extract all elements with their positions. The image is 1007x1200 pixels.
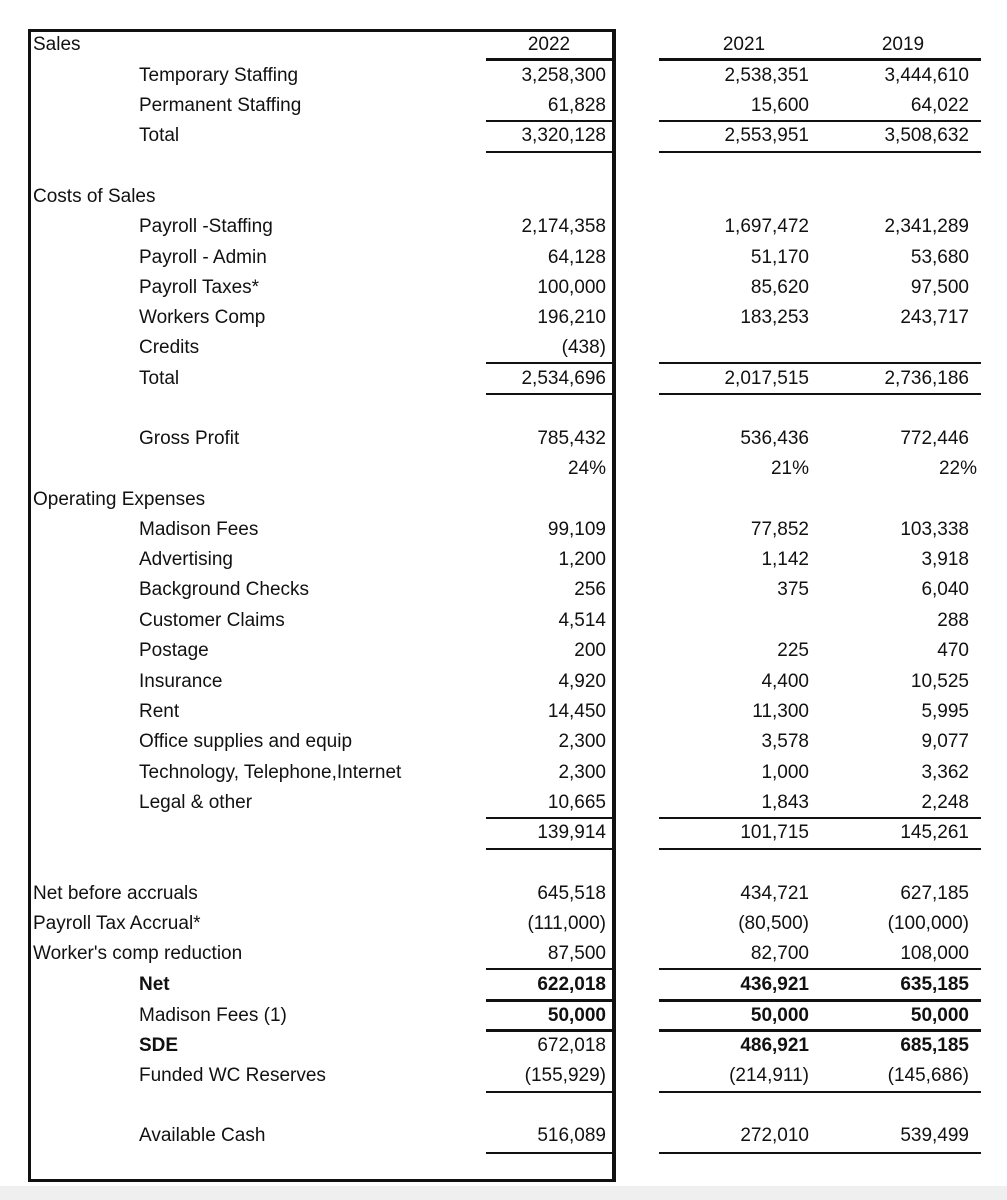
funded-wc-row-label: Funded WC Reserves: [139, 1065, 326, 1086]
opex-row-2021: 1,843: [761, 792, 809, 813]
opex-row: [0, 515, 1007, 545]
opex-row-2019: 3,362: [921, 762, 969, 783]
opex-row-2022: 4,920: [558, 671, 606, 692]
gross-profit-row: [0, 424, 1007, 454]
opex-total-2022: 139,914: [537, 822, 606, 843]
sales-total-bottom-2022: [486, 151, 612, 153]
costs-row-2022: 196,210: [537, 307, 606, 328]
sales-row-2019: 3,444,610: [884, 65, 969, 86]
opex-row-2021: 3,578: [761, 731, 809, 752]
madison-fees-addback-label: Madison Fees (1): [139, 1005, 287, 1026]
funded-wc-row-2021: (214,911): [729, 1065, 809, 1086]
opex-row-2019: 3,918: [921, 549, 969, 570]
opex-total-2019: 145,261: [900, 822, 969, 843]
gross-profit-row-2019: 772,446: [900, 428, 969, 449]
opex-row: [0, 788, 1007, 818]
available-cash-row-2022: 516,089: [537, 1125, 606, 1146]
opex-row-2019: 288: [937, 610, 969, 631]
costs-total-bottom-2019: [829, 393, 981, 395]
summary-row-label: Payroll Tax Accrual*: [33, 913, 201, 934]
costs-total-bottom-2022: [486, 393, 612, 395]
opex-total-row: [0, 818, 1007, 848]
opex-row-2019: 10,525: [910, 671, 969, 692]
opex-total-bottom-2019: [829, 848, 981, 850]
available-cash-bottom-2021: [659, 1152, 829, 1154]
sde-2022: 672,018: [537, 1035, 606, 1056]
costs-row-2021: 85,620: [750, 277, 809, 298]
summary-row: [0, 879, 1007, 909]
year-2022-header: 2022: [527, 34, 571, 55]
gross-margin-2022: 24%: [567, 458, 606, 479]
opex-row-2019: 6,040: [921, 579, 969, 600]
opex-total-bottom-2021: [659, 848, 829, 850]
opex-row-label: Legal & other: [139, 792, 253, 813]
madison-fees-addback-2019: 50,000: [910, 1005, 969, 1026]
opex-row-2021: 4,400: [761, 671, 809, 692]
costs-row-2021: 1,697,472: [724, 216, 809, 237]
costs-row-2019: [829, 333, 969, 363]
gross-margin-row: [0, 454, 1007, 484]
opex-row-label: Postage: [139, 640, 209, 661]
opex-row-2019: 103,338: [900, 519, 969, 540]
opex-row-label: Insurance: [139, 671, 223, 692]
costs-row: [0, 212, 1007, 242]
sales-total-row-2022: 3,320,128: [521, 125, 606, 146]
opex-row-label: Office supplies and equip: [139, 731, 353, 752]
sales-total-bottom-2019: [829, 151, 981, 153]
net-row-2021: 436,921: [740, 974, 809, 995]
opex-row-2022: 99,109: [547, 519, 606, 540]
sde-2019: 685,185: [900, 1035, 969, 1056]
opex-row-2021: [659, 606, 809, 636]
summary-row-2021: (80,500): [738, 913, 809, 934]
opex-row-2022: 1,200: [558, 549, 606, 570]
costs-total-row-label: Total: [139, 368, 180, 389]
costs-row-2019: 243,717: [900, 307, 969, 328]
summary-row-2022: (111,000): [527, 913, 606, 934]
opex-row-2022: 2,300: [558, 762, 606, 783]
costs-row-label: Workers Comp: [139, 307, 266, 328]
opex-row-2022: 256: [574, 579, 606, 600]
costs-row-2022: 2,174,358: [521, 216, 606, 237]
opex-row-2019: 5,995: [921, 701, 969, 722]
bottom-background-strip: [0, 1186, 1007, 1200]
costs-row-2019: 2,341,289: [884, 216, 969, 237]
costs-row-2021: 51,170: [750, 247, 809, 268]
sales-total-row: [0, 121, 1007, 151]
sales-row-label: Permanent Staffing: [139, 95, 302, 116]
opex-total-bottom-2022: [486, 848, 612, 850]
opex-row: [0, 758, 1007, 788]
opex-row: [0, 545, 1007, 575]
summary-row: [0, 909, 1007, 939]
madison-fees-addback-2022: 50,000: [547, 1005, 606, 1026]
opex-row: [0, 697, 1007, 727]
opex-row-2021: 77,852: [750, 519, 809, 540]
opex-row-label: Advertising: [139, 549, 233, 570]
costs-row-label: Payroll Taxes*: [139, 277, 260, 298]
opex-row-2021: 1,000: [761, 762, 809, 783]
sales-total-row-2019: 3,508,632: [884, 125, 969, 146]
gross-margin-2021: 21%: [770, 458, 809, 479]
funded-wc-bottom-2019: [829, 1091, 981, 1093]
opex-row-2019: 9,077: [921, 731, 969, 752]
opex-row-2022: 14,450: [547, 701, 606, 722]
opex-row-label: Technology, Telephone,Internet: [139, 762, 402, 783]
funded-wc-row-2019: (145,686): [887, 1065, 969, 1086]
summary-row-label: Net before accruals: [33, 883, 198, 904]
available-cash-row-2019: 539,499: [900, 1125, 969, 1146]
sales-row-label: Temporary Staffing: [139, 65, 299, 86]
madison-fees-addback-2021: 50,000: [750, 1005, 809, 1026]
net-row: [0, 970, 1007, 1000]
costs-row-2021: [659, 333, 809, 363]
costs-total-row: [0, 364, 1007, 394]
opex-row-2021: 1,142: [761, 549, 809, 570]
opex-row-2022: 10,665: [547, 792, 606, 813]
opex-row: [0, 575, 1007, 605]
opex-row: [0, 606, 1007, 636]
costs-row: [0, 333, 1007, 363]
summary-row-2021: 82,700: [750, 943, 809, 964]
opex-row: [0, 727, 1007, 757]
costs-row-2022: 100,000: [537, 277, 606, 298]
sales-total-row-label: Total: [139, 125, 180, 146]
net-row-2019: 635,185: [900, 974, 969, 995]
summary-row-2022: 645,518: [537, 883, 606, 904]
sales-row-2021: 15,600: [750, 95, 809, 116]
sde-label: SDE: [139, 1035, 179, 1056]
funded-wc-bottom-2021: [659, 1091, 829, 1093]
sales-total-line-2022: [486, 120, 612, 122]
summary-row-2019: 108,000: [900, 943, 969, 964]
costs-total-row-2022: 2,534,696: [521, 368, 606, 389]
costs-total-line-2022: [486, 362, 612, 364]
costs-row-2022: 64,128: [547, 247, 606, 268]
costs-total-row-2021: 2,017,515: [724, 368, 809, 389]
costs-row: [0, 243, 1007, 273]
sales-total-row-2021: 2,553,951: [724, 125, 809, 146]
opex-row-2022: 4,514: [558, 610, 606, 631]
header-row: [0, 30, 1007, 60]
opex-row-2021: 11,300: [752, 701, 809, 722]
available-cash-row-label: Available Cash: [139, 1125, 266, 1146]
costs-row: [0, 273, 1007, 303]
costs-total-line-2019: [829, 362, 981, 364]
gross-profit-row-2022: 785,432: [537, 428, 606, 449]
available-cash-row-2021: 272,010: [740, 1125, 809, 1146]
sales-total-line-2021: [659, 120, 829, 122]
opex-row-label: Customer Claims: [139, 610, 285, 631]
sde-2021: 486,921: [740, 1035, 809, 1056]
summary-row-label: Worker's comp reduction: [33, 943, 243, 964]
opex-row-2021: 375: [777, 579, 809, 600]
sales-row-2022: 61,828: [547, 95, 606, 116]
section-opex-row: [0, 485, 1007, 515]
opex-total-2021: 101,715: [740, 822, 809, 843]
opex-row-label: Rent: [139, 701, 180, 722]
costs-row-2019: 97,500: [910, 277, 969, 298]
opex-row-2021: 225: [777, 640, 809, 661]
year-2021-header: 2021: [722, 34, 766, 55]
summary-row-2022: 87,500: [547, 943, 606, 964]
summary-row-2019: (100,000): [887, 913, 969, 934]
sales-row-2022: 3,258,300: [521, 65, 606, 86]
section-sales-label: Sales: [33, 34, 81, 55]
costs-total-bottom-2021: [659, 393, 829, 395]
costs-row-label: Payroll - Admin: [139, 247, 267, 268]
year-2019-header: 2019: [881, 34, 925, 55]
costs-row-2022: (438): [561, 337, 606, 358]
section-costs-row: [0, 182, 1007, 212]
costs-total-line-2021: [659, 362, 829, 364]
sales-row: [0, 61, 1007, 91]
costs-row: [0, 303, 1007, 333]
available-cash-bottom-2019: [829, 1152, 981, 1154]
opex-row-2022: 2,300: [558, 731, 606, 752]
section-opex-label: Operating Expenses: [33, 489, 206, 510]
sales-row-2021: 2,538,351: [724, 65, 809, 86]
costs-total-row-2019: 2,736,186: [884, 368, 969, 389]
summary-row-2021: 434,721: [740, 883, 809, 904]
gross-profit-row-2021: 536,436: [740, 428, 809, 449]
opex-row: [0, 667, 1007, 697]
sde-row: [0, 1031, 1007, 1061]
available-cash-row: [0, 1121, 1007, 1151]
section-costs-label: Costs of Sales: [33, 186, 156, 207]
sales-total-line-2019: [829, 120, 981, 122]
summary-row-2019: 627,185: [900, 883, 969, 904]
net-row-2022: 622,018: [537, 974, 606, 995]
gross-profit-row-label: Gross Profit: [139, 428, 240, 449]
costs-row-label: Credits: [139, 337, 200, 358]
funded-wc-bottom-2022: [486, 1091, 612, 1093]
opex-row-label: Madison Fees: [139, 519, 259, 540]
costs-row-label: Payroll -Staffing: [139, 216, 273, 237]
opex-row-2019: 470: [937, 640, 969, 661]
available-cash-bottom-2022: [486, 1152, 612, 1154]
costs-row-2019: 53,680: [910, 247, 969, 268]
gross-margin-2019: 22%: [938, 458, 977, 479]
opex-row-label: Background Checks: [139, 579, 310, 600]
sales-row: [0, 91, 1007, 121]
opex-row-2022: 200: [574, 640, 606, 661]
costs-row-2021: 183,253: [740, 307, 809, 328]
funded-wc-row: [0, 1061, 1007, 1091]
sales-total-bottom-2021: [659, 151, 829, 153]
funded-wc-row-2022: (155,929): [524, 1065, 606, 1086]
net-row-label: Net: [139, 974, 170, 995]
opex-row: [0, 636, 1007, 666]
madison-fees-addback-row: [0, 1001, 1007, 1031]
opex-row-2019: 2,248: [921, 792, 969, 813]
sales-row-2019: 64,022: [910, 95, 969, 116]
summary-row: [0, 939, 1007, 969]
